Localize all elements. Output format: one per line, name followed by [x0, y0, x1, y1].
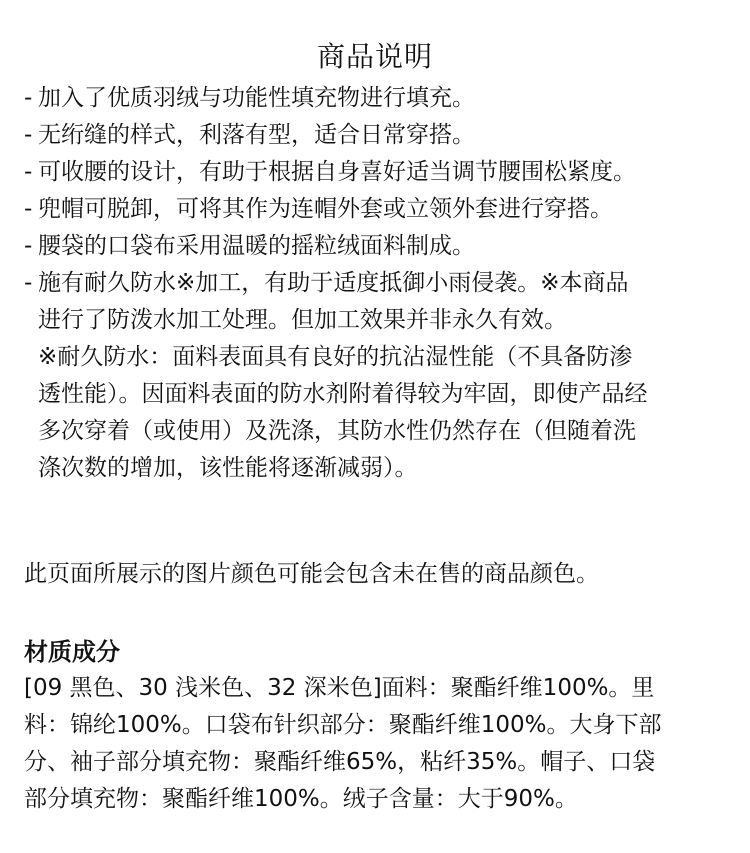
color-disclaimer: 此页面所展示的图片颜色可能会包含未在售的商品颜色。 — [24, 561, 599, 587]
material-line: 部分填充物：聚酯纤维100%。绒子含量：大于90%。 — [24, 786, 578, 812]
note-line: ※耐久防水：面料表面具有良好的抗沾湿性能（不具备防渗 — [38, 344, 633, 370]
feature-bullet: - — [24, 122, 33, 148]
note-line: 涤次数的增加，该性能将逐渐减弱）。 — [38, 455, 418, 481]
note-line: 透性能）。因面料表面的防水剂附着得较为牢固，即使产品经 — [38, 381, 648, 407]
feature-item — [24, 117, 736, 154]
material-heading: 材质成分 — [24, 637, 120, 666]
material-line: 分、袖子部分填充物：聚酯纤维65%，粘纤35%。帽子、口袋 — [24, 749, 656, 775]
feature-bullet: - — [24, 270, 33, 296]
feature-item — [24, 80, 736, 117]
feature-text: 无绗缝的样式，利落有型，适合日常穿搭。 — [38, 122, 475, 148]
feature-item — [24, 191, 736, 228]
waterproof-note — [24, 302, 736, 487]
feature-text: 可收腰的设计，有助于根据自身喜好适当调节腰围松紧度。 — [38, 159, 636, 185]
note-line: 多次穿着（或使用）及洗涤，其防水性仍然存在（但随着洗 — [38, 418, 636, 444]
feature-bullet: - — [24, 85, 33, 111]
material-line: [09 黑色、30 浅米色、32 深米色]面料：聚酯纤维100%。里 — [24, 675, 655, 701]
page-title: 商品说明 — [316, 39, 433, 73]
feature-list — [24, 80, 736, 487]
feature-item — [24, 265, 736, 302]
feature-text: 加入了优质羽绒与功能性填充物进行填充。 — [38, 85, 475, 111]
feature-bullet: - — [24, 196, 33, 222]
feature-bullet: - — [24, 159, 33, 185]
feature-text: 腰袋的口袋布采用温暖的摇粒绒面料制成。 — [38, 233, 475, 259]
feature-item — [24, 228, 736, 265]
feature-bullet: - — [24, 233, 33, 259]
feature-text: 施有耐久防水※加工，有助于适度抵御小雨侵袭。※本商品 — [38, 270, 629, 296]
feature-item — [24, 154, 736, 191]
feature-text: 兜帽可脱卸，可将其作为连帽外套或立领外套进行穿搭。 — [38, 196, 613, 222]
note-line: 进行了防泼水加工处理。但加工效果并非永久有效。 — [38, 307, 567, 333]
material-composition — [24, 670, 736, 818]
material-line: 料：锦纶100%。口袋布针织部分：聚酯纤维100%。大身下部 — [24, 712, 662, 738]
